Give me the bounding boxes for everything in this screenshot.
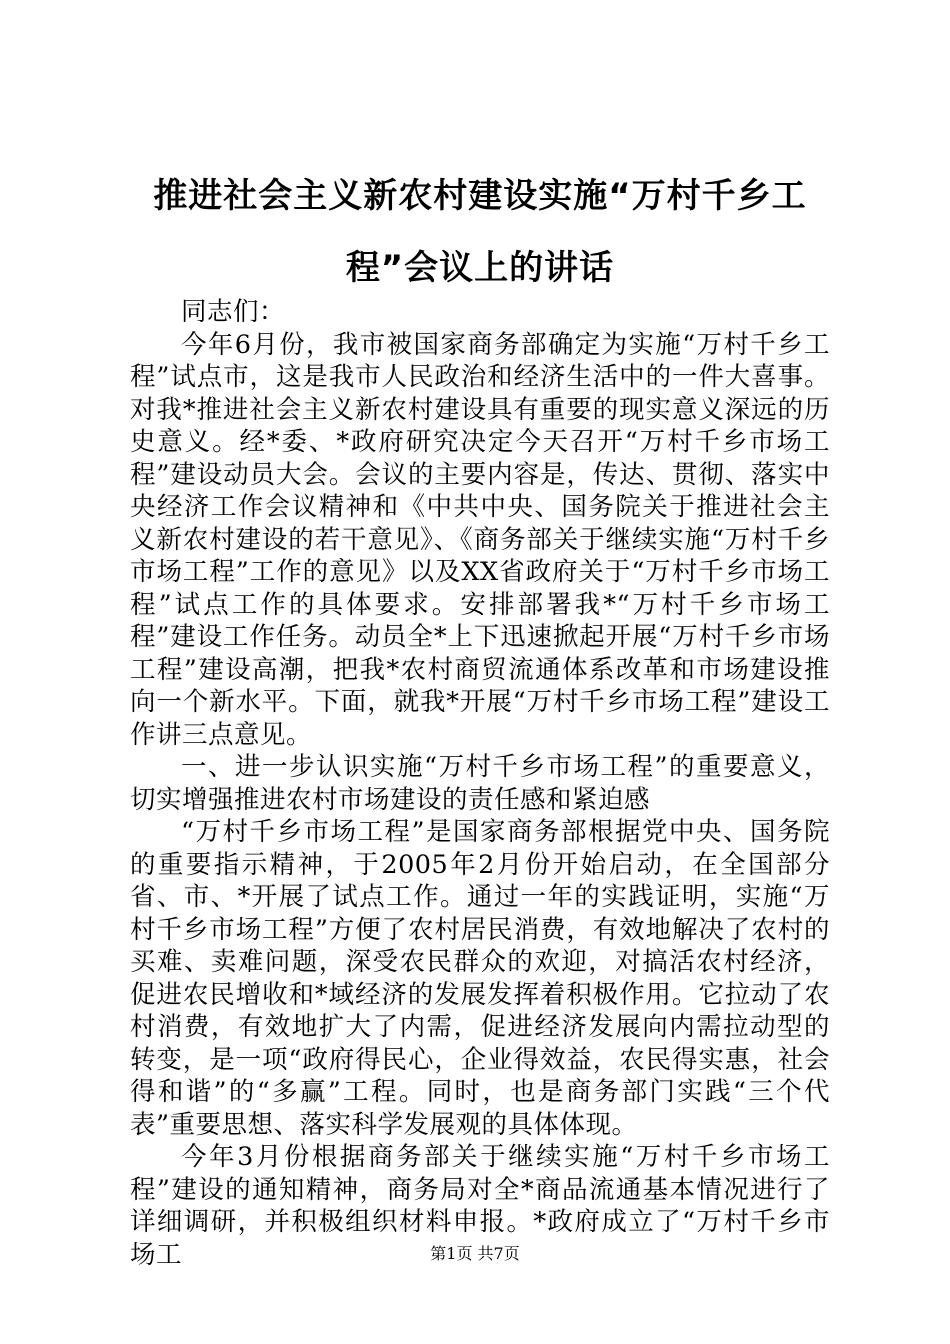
salutation-paragraph: 同志们： — [181, 297, 286, 327]
document-title: 推进社会主义新农村建设实施“万村千乡工程”会议上的讲话 — [153, 176, 807, 288]
intro-paragraph: 今年6月份，我市被国家商务部确定为实施“万村千乡工程”试点市，这是我市人民政治和经济生活中的一件大喜事。对我*推进社会主义新农村建设具有重要的现实意义深远的历史意义。经*委、*政府研究决定今天召开“万村千乡市场工程”建设动员大会。会议的主要内容是，传达、贯彻、落实中央经济工作会议精神和《中共中央、国务院关于推进社会主义新农村建设的若干意见》、《商务部关于继续实施“万村千乡市场工程”工作的意见》以及XX省政府关于“万村千乡市场工程”试点工作的具体要求。安排部署我*“万村千乡市场工程”建设工作任务。动员全*上下迅速掀起开展“万村千乡市场工程”建设高潮，把我*农村商贸流通体系改革和市场建设推向一个新水平。下面，就我*开展“万村千乡市场工程”建设工作讲三点意见。 — [130, 329, 830, 750]
body-paragraph: 今年3月份根据商务部关于继续实施“万村千乡市场工程”建设的通知精神，商务局对全*商品流通基本情况进行了详细调研，并积极组织材料申报。*政府成立了“万村千乡市场工 — [130, 1142, 830, 1270]
body-paragraph: “万村千乡市场工程”是国家商务部根据党中央、国务院的重要指示精神，于2005年2月份开始启动，在全国部分省、市、*开展了试点工作。通过一年的实践证明，实施“万村千乡市场工程”方便了农村居民消费，有效地解决了农村的买难、卖难问题，深受农民群众的欢迎，对搞活农村经济，促进农民增收和*域经济的发展发挥着积极作用。它拉动了农村消费，有效地扩大了内需，促进经济发展向内需拉动型的转变，是一项“政府得民心，企业得效益，农民得实惠，社会得和谐”的“多赢”工程。同时，也是商务部门实践“三个代表”重要思想、落实科学发展观的具体体现。 — [130, 817, 830, 1140]
section-heading: 一、进一步认识实施“万村千乡市场工程”的重要意义，切实增强推进农村市场建设的责任感和紧迫感 — [130, 752, 830, 815]
page-number-footer: 第1页 共7页 — [430, 1244, 520, 1263]
document-body — [130, 296, 830, 1271]
